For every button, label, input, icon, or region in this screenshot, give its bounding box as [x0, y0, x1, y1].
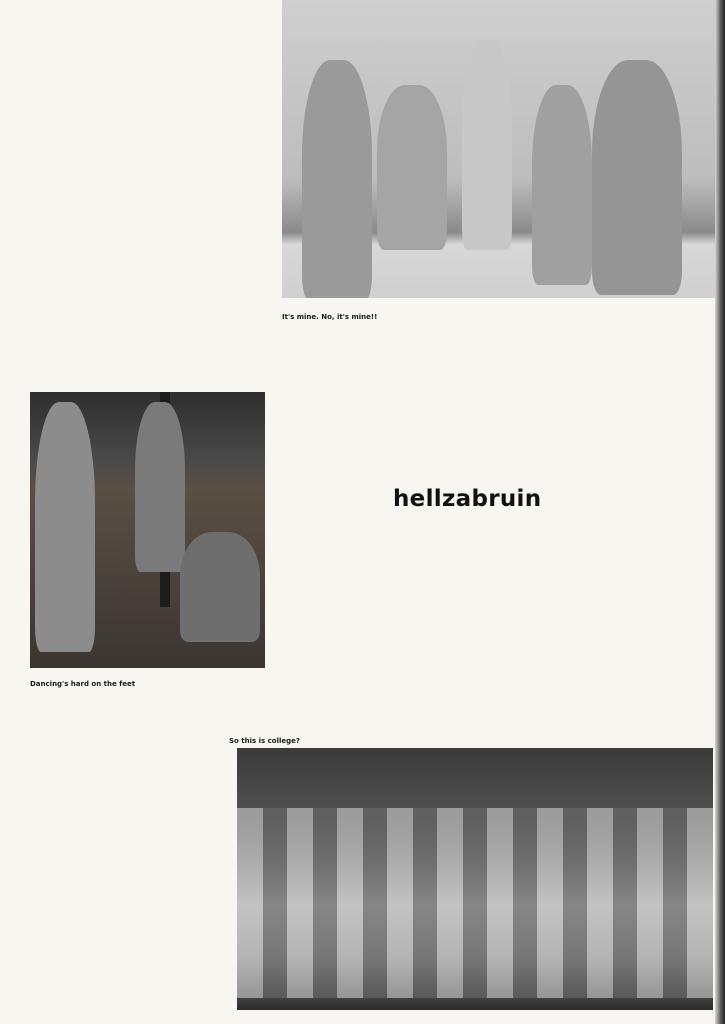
page-title: hellzabruin	[393, 486, 542, 512]
photo-kickline	[237, 748, 713, 1010]
photo-caption: It's mine. No, it's mine!!	[282, 313, 378, 321]
page-binding	[715, 0, 725, 1024]
figure	[462, 40, 512, 250]
photo-stage-scene	[282, 0, 716, 298]
figure	[302, 60, 372, 298]
photo-caption: So this is college?	[229, 737, 300, 745]
figure	[377, 85, 447, 250]
figure	[532, 85, 592, 285]
photo-caption: Dancing's hard on the feet	[30, 680, 136, 688]
figure	[180, 532, 260, 642]
photo-dance-practice	[30, 392, 265, 668]
dancers-line	[237, 808, 713, 998]
figure	[35, 402, 95, 652]
figure	[135, 402, 185, 572]
figure	[592, 60, 682, 295]
